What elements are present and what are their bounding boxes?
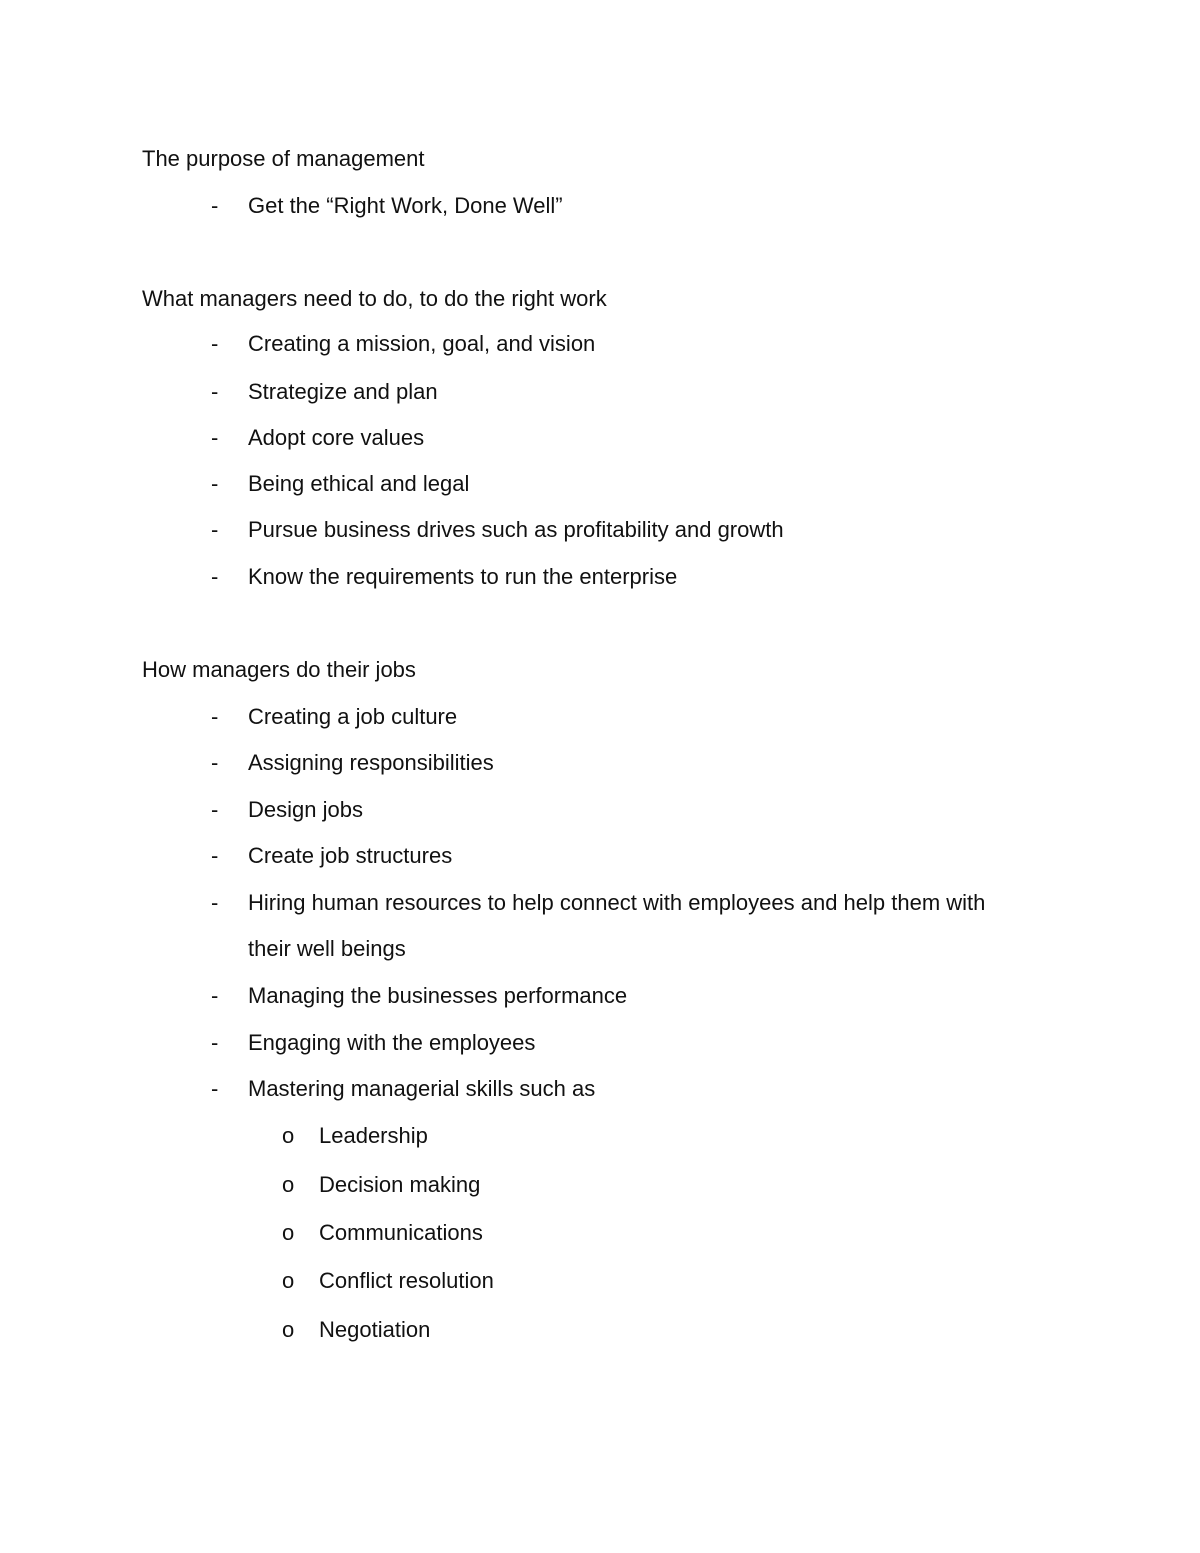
dash-bullet: - <box>211 1030 219 1055</box>
sub-list-item: Conflict resolution <box>319 1268 494 1293</box>
list-item: Hiring human resources to help connect with employees and help them with <box>248 890 986 915</box>
list-item: Create job structures <box>248 843 453 868</box>
section-heading-what-managers-do: What managers need to do, to do the right work <box>142 286 607 311</box>
dash-bullet: - <box>211 331 219 356</box>
circle-bullet: o <box>282 1220 295 1245</box>
list-item: Engaging with the employees <box>248 1030 536 1055</box>
dash-bullet: - <box>211 425 219 450</box>
list-item: Creating a mission, goal, and vision <box>248 331 596 356</box>
dash-bullet: - <box>211 983 219 1008</box>
dash-bullet: - <box>211 379 219 404</box>
list-item: Pursue business drives such as profitability and growth <box>248 517 784 542</box>
sub-list-item: Leadership <box>319 1123 428 1148</box>
dash-bullet: - <box>211 471 219 496</box>
dash-bullet: - <box>211 890 219 915</box>
list-item-continuation: their well beings <box>248 936 406 961</box>
dash-bullet: - <box>211 517 219 542</box>
dash-bullet: - <box>211 704 219 729</box>
dash-bullet: - <box>211 1076 219 1101</box>
circle-bullet: o <box>282 1317 295 1342</box>
circle-bullet: o <box>282 1268 295 1293</box>
sub-list-item: Negotiation <box>319 1317 431 1342</box>
dash-bullet: - <box>211 797 219 822</box>
dash-bullet: - <box>211 750 219 775</box>
sub-list-item: Communications <box>319 1220 483 1245</box>
list-item: Mastering managerial skills such as <box>248 1076 596 1101</box>
list-item: Design jobs <box>248 797 363 822</box>
list-item: Being ethical and legal <box>248 471 470 496</box>
list-item: Assigning responsibilities <box>248 750 494 775</box>
dash-bullet: - <box>211 843 219 868</box>
list-item: Get the “Right Work, Done Well” <box>248 193 563 218</box>
list-item: Strategize and plan <box>248 379 438 404</box>
list-item: Adopt core values <box>248 425 425 450</box>
list-item: Managing the businesses performance <box>248 983 628 1008</box>
list-item: Know the requirements to run the enterprise <box>248 564 678 589</box>
circle-bullet: o <box>282 1123 295 1148</box>
section-heading-how-managers-work: How managers do their jobs <box>142 657 416 682</box>
dash-bullet: - <box>211 564 219 589</box>
sub-list-item: Decision making <box>319 1172 481 1197</box>
dash-bullet: - <box>211 193 219 218</box>
circle-bullet: o <box>282 1172 295 1197</box>
section-heading-purpose: The purpose of management <box>142 146 425 171</box>
list-item: Creating a job culture <box>248 704 458 729</box>
